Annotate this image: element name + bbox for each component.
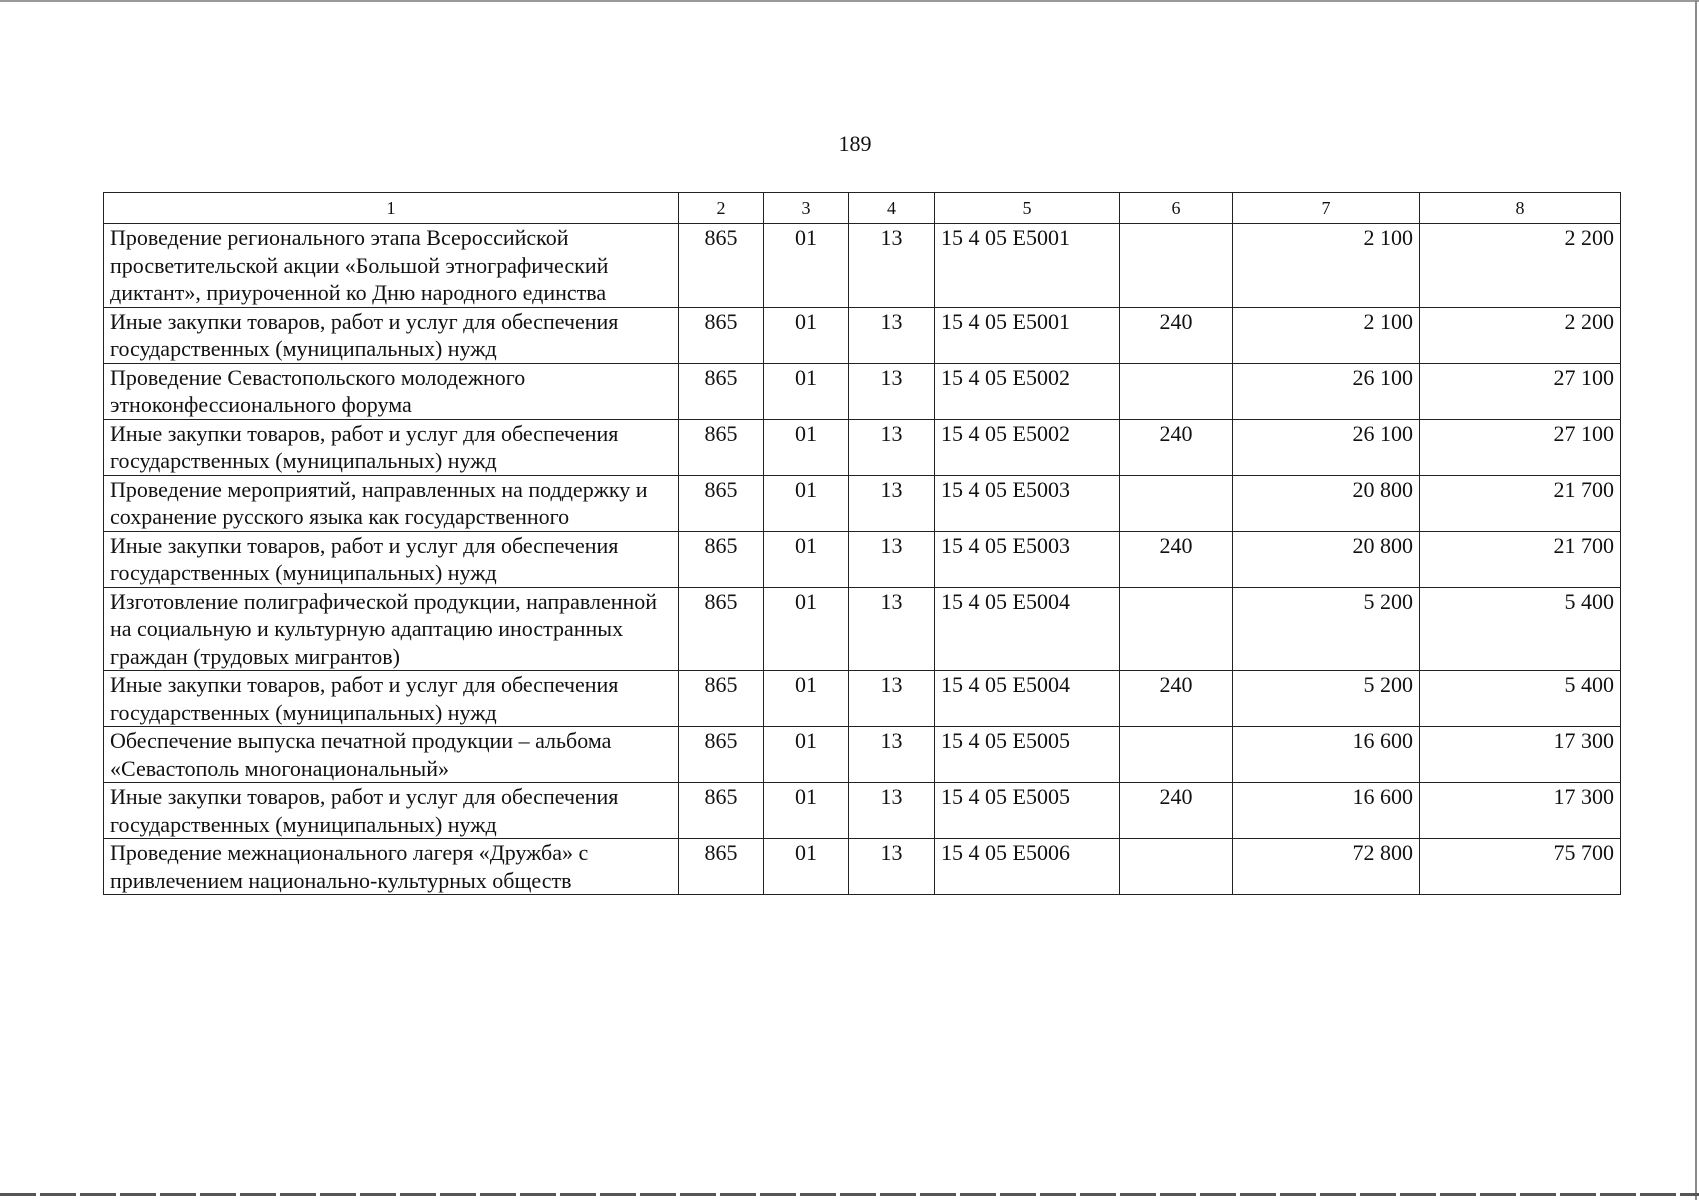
row-subsection-code: 13 (849, 783, 935, 839)
row-description: Иные закупки товаров, работ и услуг для обеспечения государственных (муниципальных) нужд (104, 419, 679, 475)
row-expense-type (1120, 475, 1233, 531)
table-row (104, 531, 1621, 587)
row-section-code: 01 (764, 839, 849, 895)
row-description: Проведение межнационального лагеря «Дружба» с привлечением национально-культурных обществ (104, 839, 679, 895)
row-amount-year2: 5 400 (1420, 671, 1621, 727)
row-amount-year1: 16 600 (1233, 783, 1420, 839)
row-subsection-code: 13 (849, 307, 935, 363)
row-target-article: 15 4 05 E5005 (935, 783, 1120, 839)
row-subsection-code: 13 (849, 363, 935, 419)
row-subsection-code: 13 (849, 419, 935, 475)
page-number: 189 (838, 131, 872, 156)
row-amount-year2: 75 700 (1420, 839, 1621, 895)
row-target-article: 15 4 05 E5004 (935, 671, 1120, 727)
row-target-article: 15 4 05 E5004 (935, 587, 1120, 671)
row-expense-type (1120, 839, 1233, 895)
row-department-code: 865 (679, 839, 764, 895)
row-amount-year2: 2 200 (1420, 224, 1621, 308)
row-department-code: 865 (679, 307, 764, 363)
row-subsection-code: 13 (849, 475, 935, 531)
scan-edge-bottom (0, 1193, 1699, 1196)
table-row (104, 783, 1621, 839)
row-expense-type: 240 (1120, 671, 1233, 727)
row-department-code: 865 (679, 475, 764, 531)
column-header: 7 (1233, 193, 1420, 224)
row-expense-type (1120, 363, 1233, 419)
row-amount-year1: 16 600 (1233, 727, 1420, 783)
column-header: 8 (1420, 193, 1621, 224)
row-amount-year1: 26 100 (1233, 363, 1420, 419)
row-amount-year1: 26 100 (1233, 419, 1420, 475)
table-row (104, 419, 1621, 475)
row-description: Иные закупки товаров, работ и услуг для обеспечения государственных (муниципальных) нужд (104, 307, 679, 363)
row-target-article: 15 4 05 E5002 (935, 363, 1120, 419)
row-expense-type: 240 (1120, 419, 1233, 475)
row-amount-year2: 17 300 (1420, 727, 1621, 783)
table-row (104, 727, 1621, 783)
row-section-code: 01 (764, 475, 849, 531)
table-header-row (104, 193, 1621, 224)
row-description: Проведение Севастопольского молодежного этноконфессионального форума (104, 363, 679, 419)
row-description: Иные закупки товаров, работ и услуг для обеспечения государственных (муниципальных) нужд (104, 531, 679, 587)
row-section-code: 01 (764, 224, 849, 308)
row-amount-year1: 72 800 (1233, 839, 1420, 895)
column-header: 5 (935, 193, 1120, 224)
row-section-code: 01 (764, 727, 849, 783)
scan-edge-right (1695, 0, 1697, 1200)
table-row (104, 307, 1621, 363)
row-target-article: 15 4 05 E5003 (935, 475, 1120, 531)
table-body (104, 224, 1621, 895)
row-target-article: 15 4 05 E5001 (935, 307, 1120, 363)
row-amount-year1: 2 100 (1233, 307, 1420, 363)
row-subsection-code: 13 (849, 224, 935, 308)
row-amount-year1: 20 800 (1233, 475, 1420, 531)
row-department-code: 865 (679, 531, 764, 587)
row-description: Иные закупки товаров, работ и услуг для обеспечения государственных (муниципальных) нужд (104, 783, 679, 839)
row-amount-year2: 17 300 (1420, 783, 1621, 839)
row-department-code: 865 (679, 587, 764, 671)
row-description: Проведение регионального этапа Всероссийской просветительской акции «Большой этнографический диктант», приуроченной ко Дню народного единства (104, 224, 679, 308)
row-department-code: 865 (679, 419, 764, 475)
row-subsection-code: 13 (849, 727, 935, 783)
row-subsection-code: 13 (849, 531, 935, 587)
row-description: Обеспечение выпуска печатной продукции – альбома «Севастополь многонациональный» (104, 727, 679, 783)
row-target-article: 15 4 05 E5003 (935, 531, 1120, 587)
row-target-article: 15 4 05 E5001 (935, 224, 1120, 308)
row-target-article: 15 4 05 E5002 (935, 419, 1120, 475)
column-header: 4 (849, 193, 935, 224)
row-section-code: 01 (764, 419, 849, 475)
row-description: Проведение мероприятий, направленных на поддержку и сохранение русского языка как государственного (104, 475, 679, 531)
row-target-article: 15 4 05 E5005 (935, 727, 1120, 783)
row-section-code: 01 (764, 587, 849, 671)
row-section-code: 01 (764, 307, 849, 363)
column-header: 6 (1120, 193, 1233, 224)
row-expense-type (1120, 224, 1233, 308)
budget-table (103, 192, 1621, 895)
table-row (104, 671, 1621, 727)
row-expense-type: 240 (1120, 783, 1233, 839)
row-department-code: 865 (679, 671, 764, 727)
row-amount-year1: 20 800 (1233, 531, 1420, 587)
row-amount-year1: 5 200 (1233, 587, 1420, 671)
row-target-article: 15 4 05 E5006 (935, 839, 1120, 895)
row-expense-type: 240 (1120, 307, 1233, 363)
row-amount-year2: 21 700 (1420, 475, 1621, 531)
row-amount-year2: 27 100 (1420, 363, 1621, 419)
row-description: Изготовление полиграфической продукции, направленной на социальную и культурную адаптацию иностранных граждан (трудовых мигрантов) (104, 587, 679, 671)
row-amount-year2: 27 100 (1420, 419, 1621, 475)
row-amount-year1: 5 200 (1233, 671, 1420, 727)
row-amount-year2: 21 700 (1420, 531, 1621, 587)
table-row (104, 475, 1621, 531)
row-amount-year1: 2 100 (1233, 224, 1420, 308)
table-row (104, 224, 1621, 308)
row-department-code: 865 (679, 363, 764, 419)
scan-edge-top (0, 0, 1699, 2)
row-department-code: 865 (679, 727, 764, 783)
column-header: 3 (764, 193, 849, 224)
row-department-code: 865 (679, 783, 764, 839)
table-row (104, 363, 1621, 419)
row-department-code: 865 (679, 224, 764, 308)
row-description: Иные закупки товаров, работ и услуг для обеспечения государственных (муниципальных) нужд (104, 671, 679, 727)
row-section-code: 01 (764, 531, 849, 587)
row-section-code: 01 (764, 363, 849, 419)
row-section-code: 01 (764, 671, 849, 727)
column-header: 1 (104, 193, 679, 224)
table-row (104, 587, 1621, 671)
table-row (104, 839, 1621, 895)
row-subsection-code: 13 (849, 587, 935, 671)
row-amount-year2: 2 200 (1420, 307, 1621, 363)
row-amount-year2: 5 400 (1420, 587, 1621, 671)
column-header: 2 (679, 193, 764, 224)
row-subsection-code: 13 (849, 839, 935, 895)
row-expense-type (1120, 727, 1233, 783)
row-section-code: 01 (764, 783, 849, 839)
row-expense-type: 240 (1120, 531, 1233, 587)
row-expense-type (1120, 587, 1233, 671)
row-subsection-code: 13 (849, 671, 935, 727)
